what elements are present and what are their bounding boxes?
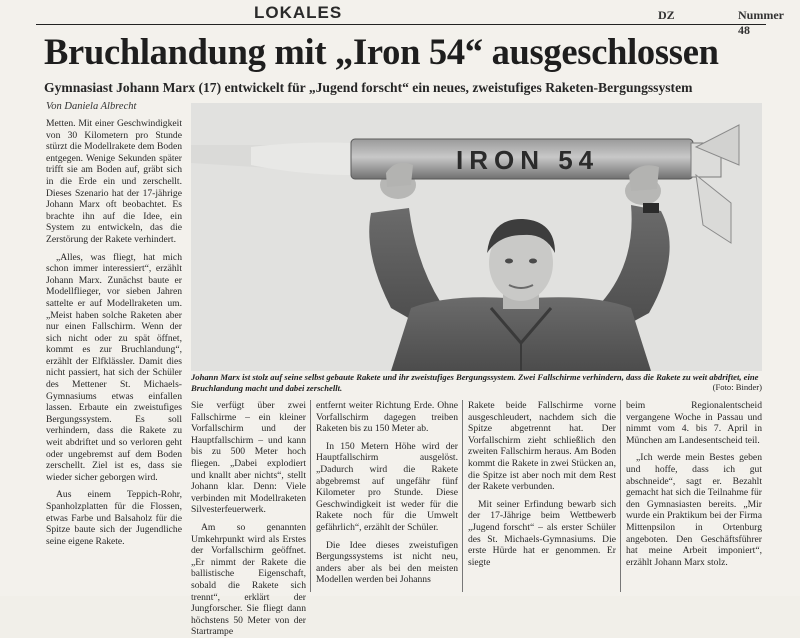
paragraph: „Ich werde mein Bestes geben und hoffe, dass ich gut abschneide“, sagt er. Bezahlt gemacht hat sich die Teilnahme für den Gymnasiasten bereits. „Mir wurde ein Praktikum bei der Firma Mittenpsilon in Ortenburg angeboten. Den Geschäftsführer hat meine Arbeit imponiert“, erzählt Johann Marx stolz. bbox=[626, 452, 762, 568]
paragraph: Mit seiner Erfindung bewarb sich der 17-Jährige beim Wettbewerb „Jugend forscht“ – als erster Schüler des St. Michaels-Gymnasiums. Die erste Hürde hat er genommen. Er siegte bbox=[468, 498, 616, 568]
paragraph: Am so genannten Umkehrpunkt wird als Erstes der Vorfallschirm geöffnet. „Er nimmt der Rakete die ballistische Eigenschaft, sobald die Rakete sich trennt“, erklärt der Jungforscher. Sie fliegt dann höchstens 50 Meter von der Startrampe bbox=[191, 521, 306, 638]
paragraph: Rakete beide Fallschirme vorne ausgeschleudert, nachdem sich die Spitze abgetrennt hat. Der Vorfallschirm zieht schließlich den zweiten Fallschirm heraus. Am Boden kommt die Rakete in zwei Stücken an, die Spitze ist aber noch mit dem Rest der Rakete verbunden. bbox=[468, 400, 616, 493]
photo-illustration bbox=[191, 103, 762, 371]
column-rule bbox=[620, 400, 621, 592]
article-column-5 bbox=[626, 400, 762, 568]
photo-caption bbox=[191, 372, 762, 393]
paper-name: DZ bbox=[658, 8, 675, 22]
photo-credit: (Foto: Binder) bbox=[712, 382, 762, 392]
byline: Von Daniela Albrecht bbox=[46, 101, 137, 112]
paragraph: beim Regionalentscheid vergangene Woche in Passau und nimmt vom 4. bis 7. April in München am Landesentscheid teil. bbox=[626, 400, 762, 446]
page-header bbox=[36, 2, 784, 37]
article-photo bbox=[191, 103, 762, 371]
headline: Bruchlandung mit „Iron 54“ ausgeschlossen bbox=[44, 31, 719, 72]
article-column-4 bbox=[468, 400, 616, 568]
subheadline: Gymnasiast Johann Marx (17) entwickelt für „Jugend forscht“ ein neues, zweistufiges Raketen-Bergungssystem bbox=[44, 80, 693, 95]
rocket-label: IRON 54 bbox=[456, 145, 600, 175]
issue-number: Nummer 48 bbox=[738, 8, 784, 37]
paragraph: Aus einem Teppich-Rohr, Spanholzplatten für die Flossen, etwas Farbe und Balsaholz für die Spitze baute sich der Jugendliche seine eigene Rakete. bbox=[46, 489, 182, 547]
paragraph: Sie verfügt über zwei Fallschirme – ein kleiner Vorfallschirm und der Hauptfallschirm – und kann bis zu 500 Meter hoch fliegen. „Dabei explodiert und knallt aber nichts“, stellt Johann klar. Denn: Viele verbinden mit Modellraketen Silvesterfeuerwerk. bbox=[191, 400, 306, 516]
caption-text: Johann Marx ist stolz auf seine selbst gebaute Rakete und ihr zweistufiges Bergungssystem. Zwei Fallschirme verhindern, dass die Rakete zu weit abdriftet, eine Bruchlandung macht und dabei zerschellt. bbox=[191, 372, 759, 393]
column-rule bbox=[462, 400, 463, 592]
article-column-2 bbox=[191, 400, 306, 638]
paragraph: Die Idee dieses zweistufigen Bergungssystems ist nicht neu, anders aber als bei den meisten Modellen werden bei Johanns bbox=[316, 539, 458, 586]
column-rule bbox=[310, 400, 311, 592]
section-title: LOKALES bbox=[254, 3, 343, 22]
paragraph: In 150 Metern Höhe wird der Hauptfallschirm ausgelöst. „Dadurch wird die Rakete abgebremst auf ungefähr fünf Kilometer pro Stunde. Diese Geschwindigkeit ist weder für die Rakete noch für die Umwelt gefährlich“, erzählt der Schüler. bbox=[316, 440, 458, 533]
paragraph: Metten. Mit einer Geschwindigkeit von 30 Kilometern pro Stunde stürzt die Modellrakete dem Boden entgegen. Wenige Sekunden später trifft sie am Boden auf, gräbt sich in die Erde ein und zerschellt. Dieses Szenario hat der 17-jährige Johann Marx oft beobachtet. Es brachte ihn auf die Idee, ein System zu entwickeln, das die Zerstörung der Rakete verhindert. bbox=[46, 118, 182, 245]
article-column-3 bbox=[316, 400, 458, 586]
paragraph: „Alles, was fliegt, hat mich schon immer interessiert“, erzählt Johann Marx. Zunächst baute er Modellflieger, vor sieben Jahren sattelte er auf Modellraketen um. „Meist haben solche Raketen aber nur einen Fallschirm. Wenn der sich nicht oder zu spät öffnet, kommt es zur Bruchlandung“, erzählt der Elfklässler. Damit dies nicht passiert, hat sich der Schüler des Mettener St. Michaels-Gymnasiums etwas einfallen lassen. Erbaute ein zweistufiges Bergungssystem. Es soll verhindern, dass die Rakete zu weit abdriftet und so verloren geht oder ungebremst auf dem Boden zerschellt. Ziel ist es, dass sie wieder sicher geborgen wird. bbox=[46, 251, 182, 483]
article-column-1 bbox=[46, 118, 182, 547]
paragraph: entfernt weiter Richtung Erde. Ohne Vorfallschirm dagegen treiben Raketen bis zu 150 Meter ab. bbox=[316, 400, 458, 435]
